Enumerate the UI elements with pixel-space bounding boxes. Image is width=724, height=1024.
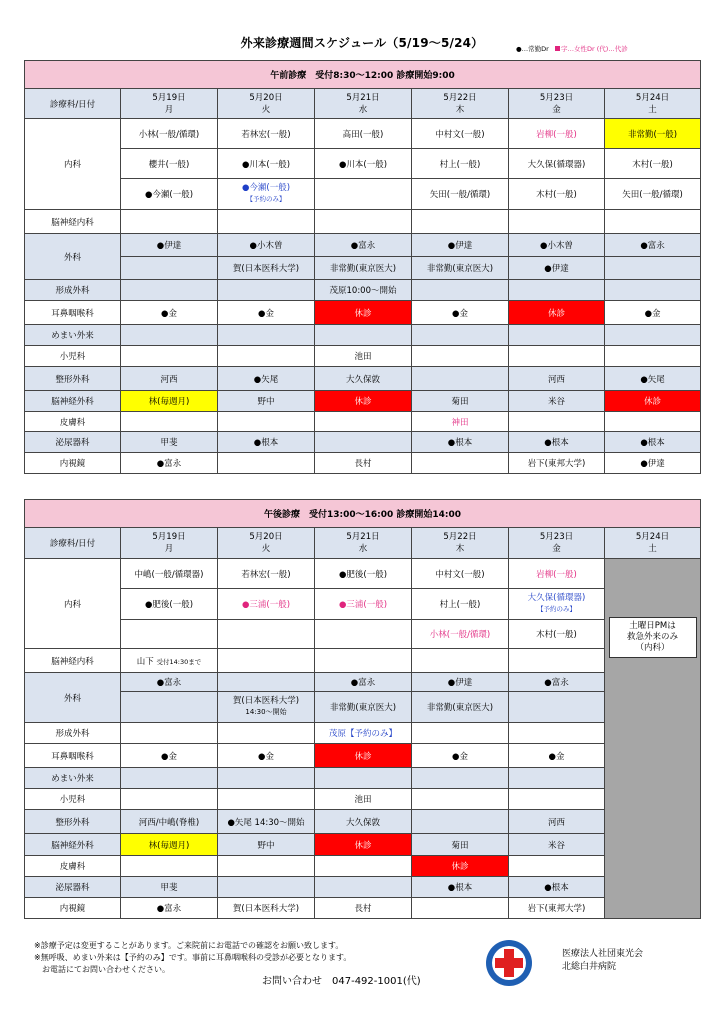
cell-text: 5月23日 [539, 92, 574, 103]
cell: ●根本 [509, 432, 605, 453]
cell-text: 5月22日 [443, 532, 477, 542]
cell [218, 346, 315, 367]
cell [509, 210, 605, 234]
closed-cell: 休診 [509, 301, 605, 325]
cell [412, 898, 509, 919]
saturday-pm-closed [605, 559, 701, 919]
cell: ●伊達 [509, 257, 605, 280]
cell: 賀(日本医科大学) [218, 898, 315, 919]
cell: ●富永 [121, 898, 218, 919]
contact-phone: お問い合わせ 047-492-1001(代) [262, 976, 421, 987]
cell [315, 179, 412, 210]
cell: 中村文(一般) [412, 119, 509, 149]
cell: ●伊達 [412, 673, 509, 692]
cell [121, 412, 218, 432]
cell: 甲斐 [121, 877, 218, 898]
dept-label: 内視鏡 [25, 898, 121, 919]
cell [315, 620, 412, 649]
cell [121, 789, 218, 810]
cell: 非常勤(東京医大) [315, 257, 412, 280]
cell [121, 280, 218, 301]
day-header [315, 89, 412, 119]
footer-notes: ※診療予定は変更することがあります。ご来院前にお電話での確認をお願い致します。 ※無呼吸、めまい外来は【予約のみ】です。事前に耳鼻咽喉科の受診が必要となります。 お電話にてお問い合わせください。 [34, 941, 352, 974]
cell [218, 412, 315, 432]
cell: 野中 [218, 391, 315, 412]
day-header [605, 528, 701, 559]
cell: ●三浦(一般) [218, 589, 315, 620]
cell [218, 210, 315, 234]
cell: 若林宏(一般) [218, 119, 315, 149]
cell: ●川本(一般) [315, 149, 412, 179]
cell [218, 649, 315, 673]
dept-label: 脳神経外科 [25, 391, 121, 412]
cell: 村上(一般) [412, 589, 509, 620]
dept-label: 脳神経内科 [25, 649, 121, 673]
closed-cell: 休診 [605, 391, 701, 412]
cell [218, 768, 315, 789]
closed-cell: 休診 [315, 834, 412, 856]
cell [315, 412, 412, 432]
cell: ●伊達 [412, 234, 509, 257]
cell: ●金 [218, 301, 315, 325]
cell [218, 723, 315, 744]
cell-text: 5月22日 [443, 92, 477, 103]
dept-label: 皮膚科 [25, 856, 121, 877]
cell: 米谷 [509, 391, 605, 412]
dept-label: 脳神経内科 [25, 210, 121, 234]
cell [412, 280, 509, 301]
cell: 河西 [509, 367, 605, 391]
cell-text: 山下 [136, 656, 154, 667]
closed-cell: 休診 [315, 391, 412, 412]
cell [412, 649, 509, 673]
cell: ●根本 [412, 877, 509, 898]
page-title: 外来診療週間スケジュール（5/19〜5/24） [240, 36, 484, 50]
cell [121, 620, 218, 649]
cell [121, 856, 218, 877]
cell: ●富永 [605, 234, 701, 257]
cell-text: 月 [164, 544, 174, 554]
cell-text: 火 [261, 544, 271, 554]
cell: 茂原【予約のみ】 [315, 723, 412, 744]
dept-label: 内科 [25, 119, 121, 210]
legend-substitute: (代)…代診 [596, 45, 628, 53]
cell [605, 280, 701, 301]
cell [121, 723, 218, 744]
cell: ●金 [412, 744, 509, 768]
dept-label: 内科 [25, 559, 121, 649]
cell-text: （内科） [635, 643, 670, 653]
cell [509, 589, 605, 620]
cell: ●富永 [509, 673, 605, 692]
cell: 岩柳(一般) [509, 559, 605, 589]
closed-cell: 休診 [315, 744, 412, 768]
dept-label: 形成外科 [25, 723, 121, 744]
day-header [315, 528, 412, 559]
cell-text: 5月19日 [152, 92, 186, 103]
cell [605, 346, 701, 367]
cell [121, 768, 218, 789]
cell-text: 月 [164, 104, 174, 115]
cell [605, 257, 701, 280]
cell: 大久保敦 [315, 810, 412, 834]
cell-text: 大久保(循環器) [527, 593, 586, 603]
cell: ●伊達 [121, 234, 218, 257]
dept-label: めまい外来 [25, 325, 121, 346]
dept-label: 小児科 [25, 346, 121, 367]
cell-text: 5月24日 [635, 92, 670, 103]
cell-text: 土 [648, 104, 657, 115]
cell: 大久保(循環器) [509, 149, 605, 179]
cell [412, 768, 509, 789]
cell: ●矢尾 14:30〜開始 [218, 810, 315, 834]
cell [218, 789, 315, 810]
cell: ●富永 [121, 673, 218, 692]
day-header [412, 89, 509, 119]
cell [315, 210, 412, 234]
cell [315, 877, 412, 898]
cell: 若林宏(一般) [218, 559, 315, 589]
cell: ●富永 [315, 673, 412, 692]
cell: 河西 [509, 810, 605, 834]
cell: 非常勤(東京医大) [315, 692, 412, 723]
cell [218, 673, 315, 692]
cell: 米谷 [509, 834, 605, 856]
cell [412, 346, 509, 367]
cell [412, 810, 509, 834]
cell-text: 5月21日 [346, 532, 380, 542]
cell: 岩下(東邦大学) [509, 453, 605, 474]
cell-text: 5月24日 [635, 532, 670, 542]
dept-label: 皮膚科 [25, 412, 121, 432]
cell: 長村 [315, 898, 412, 919]
cell-text: 土 [648, 544, 657, 554]
cell [412, 210, 509, 234]
cell: 河西 [121, 367, 218, 391]
cell: ●肥後(一般) [121, 589, 218, 620]
cell [121, 257, 218, 280]
cell: ●金 [121, 301, 218, 325]
cell: ●小木曽 [218, 234, 315, 257]
closed-cell: 休診 [412, 856, 509, 877]
cell: 非常勤(東京医大) [412, 257, 509, 280]
cell: 非常勤(東京医大) [412, 692, 509, 723]
cell [121, 692, 218, 723]
cell: ●根本 [509, 877, 605, 898]
cell: ●金 [605, 301, 701, 325]
cell: 中嶋(一般/循環器) [121, 559, 218, 589]
cell [509, 325, 605, 346]
cell-text: 【予約のみ】 [537, 605, 576, 613]
cell [218, 179, 315, 210]
dept-label: 耳鼻咽喉科 [25, 301, 121, 325]
closed-cell: 休診 [315, 301, 412, 325]
cell [412, 367, 509, 391]
cell: ●矢尾 [605, 367, 701, 391]
dept-label: 耳鼻咽喉科 [25, 744, 121, 768]
cell-text: 金 [552, 544, 561, 554]
cell: ●金 [218, 744, 315, 768]
cell: 矢田(一般/循環) [412, 179, 509, 210]
dept-date-header: 診療科/日付 [25, 89, 121, 119]
cell-text: 5月23日 [539, 532, 574, 542]
cell: ●金 [412, 301, 509, 325]
day-header [121, 89, 218, 119]
cell [121, 325, 218, 346]
dept-label: 整形外科 [25, 367, 121, 391]
hospital-name: 医療法人社団東光会 北総白井病院 [562, 949, 644, 972]
day-header [509, 89, 605, 119]
cell: ●今瀬(一般) [121, 179, 218, 210]
cell-text: 木 [455, 104, 465, 115]
cell: 賀(日本医科大学) [218, 257, 315, 280]
cell-text: 賀(日本医科大学) [232, 696, 300, 706]
cell-text: 金 [552, 104, 561, 115]
cell: ●金 [121, 744, 218, 768]
pm-schedule-table [24, 499, 701, 919]
cell [218, 856, 315, 877]
saturday-pm-note [609, 617, 697, 658]
cell: 林(毎週月) [121, 834, 218, 856]
cell: ●矢尾 [218, 367, 315, 391]
cell: 大久保敦 [315, 367, 412, 391]
cell: 矢田(一般/循環) [605, 179, 701, 210]
cell [121, 649, 218, 673]
cell: 木村(一般) [509, 620, 605, 649]
cell: 木村(一般) [509, 179, 605, 210]
day-header [218, 528, 315, 559]
cell: 河西/中嶋(脊椎) [121, 810, 218, 834]
cell [218, 280, 315, 301]
cell [218, 325, 315, 346]
cell [218, 877, 315, 898]
female-marker-icon [555, 46, 560, 51]
cell-text: 14:30〜開始 [245, 708, 287, 716]
cell: ●肥後(一般) [315, 559, 412, 589]
cell [315, 768, 412, 789]
dept-label: 泌尿器科 [25, 432, 121, 453]
cell: 甲斐 [121, 432, 218, 453]
cell [315, 325, 412, 346]
cell: ●小木曽 [509, 234, 605, 257]
cell: 小林(一般/循環) [412, 620, 509, 649]
cell: 菊田 [412, 834, 509, 856]
dept-label: 外科 [25, 673, 121, 723]
cell [605, 325, 701, 346]
cell-text: 土曜日PMは [629, 621, 676, 631]
dept-label: めまい外来 [25, 768, 121, 789]
cell: ●富永 [121, 453, 218, 474]
legend [516, 44, 628, 53]
cell: ●富永 [315, 234, 412, 257]
dept-label: 小児科 [25, 789, 121, 810]
legend-female: 字…女性Dr [560, 45, 595, 53]
cell: ●根本 [218, 432, 315, 453]
cell-text: 5月19日 [152, 532, 186, 542]
cell-text: 【予約のみ】 [246, 195, 286, 203]
am-header: 午前診療 受付8:30〜12:00 診療開始9:00 [25, 61, 701, 89]
cell-text: 木 [455, 544, 465, 554]
cell-text: 水 [358, 104, 368, 115]
cell [412, 453, 509, 474]
cell [509, 692, 605, 723]
cell: 非常勤(一般) [605, 119, 701, 149]
cell-text: 水 [358, 544, 368, 554]
cell [509, 346, 605, 367]
cell [509, 768, 605, 789]
cell-text: 5月20日 [249, 532, 283, 542]
day-header [605, 89, 701, 119]
cell-text: 5月20日 [249, 92, 283, 103]
pm-header: 午後診療 受付13:00〜16:00 診療開始14:00 [25, 500, 701, 528]
cell: 池田 [315, 789, 412, 810]
cell: 中村文(一般) [412, 559, 509, 589]
cell [412, 789, 509, 810]
cell-text: ●今瀬(一般) [241, 183, 291, 193]
day-header [121, 528, 218, 559]
hospital-cross-logo-icon [484, 938, 534, 988]
cell: 櫻井(一般) [121, 149, 218, 179]
cell [315, 649, 412, 673]
cell [509, 723, 605, 744]
cell [121, 346, 218, 367]
cell: 長村 [315, 453, 412, 474]
cell: 岩下(東邦大学) [509, 898, 605, 919]
cell [121, 210, 218, 234]
cell [605, 210, 701, 234]
dept-label: 脳神経外科 [25, 834, 121, 856]
cell: 茂原10:00〜開始 [315, 280, 412, 301]
cell [509, 412, 605, 432]
cell: 小林(一般/循環) [121, 119, 218, 149]
cell: 菊田 [412, 391, 509, 412]
day-header [218, 89, 315, 119]
cell [218, 692, 315, 723]
dept-label: 形成外科 [25, 280, 121, 301]
cell [509, 649, 605, 673]
cell [315, 432, 412, 453]
dept-label: 内視鏡 [25, 453, 121, 474]
cell: ●川本(一般) [218, 149, 315, 179]
dept-label: 泌尿器科 [25, 877, 121, 898]
cell-text: 受付14:30まで [156, 657, 202, 666]
cell [605, 412, 701, 432]
cell [218, 453, 315, 474]
cell [315, 856, 412, 877]
cell: 野中 [218, 834, 315, 856]
day-header [509, 528, 605, 559]
cell: ●根本 [412, 432, 509, 453]
cell [509, 789, 605, 810]
cell [509, 856, 605, 877]
cell [509, 280, 605, 301]
cell: ●伊達 [605, 453, 701, 474]
cell-text: 5月21日 [346, 92, 380, 103]
legend-regular: ●…常勤Dr [516, 45, 549, 53]
cell [412, 723, 509, 744]
cell: 木村(一般) [605, 149, 701, 179]
am-schedule-table [24, 60, 701, 474]
cell: ●根本 [605, 432, 701, 453]
cell-text: 救急外来のみ [626, 632, 678, 642]
cell: 高田(一般) [315, 119, 412, 149]
cell: 神田 [412, 412, 509, 432]
cell: 岩柳(一般) [509, 119, 605, 149]
cell: 池田 [315, 346, 412, 367]
cell: ●金 [509, 744, 605, 768]
cell [218, 620, 315, 649]
cell [412, 325, 509, 346]
dept-date-header: 診療科/日付 [25, 528, 121, 559]
dept-label: 外科 [25, 234, 121, 280]
day-header [412, 528, 509, 559]
dept-label: 整形外科 [25, 810, 121, 834]
cell-text: 火 [261, 104, 271, 115]
cell: 林(毎週月) [121, 391, 218, 412]
cell: ●三浦(一般) [315, 589, 412, 620]
cell: 村上(一般) [412, 149, 509, 179]
